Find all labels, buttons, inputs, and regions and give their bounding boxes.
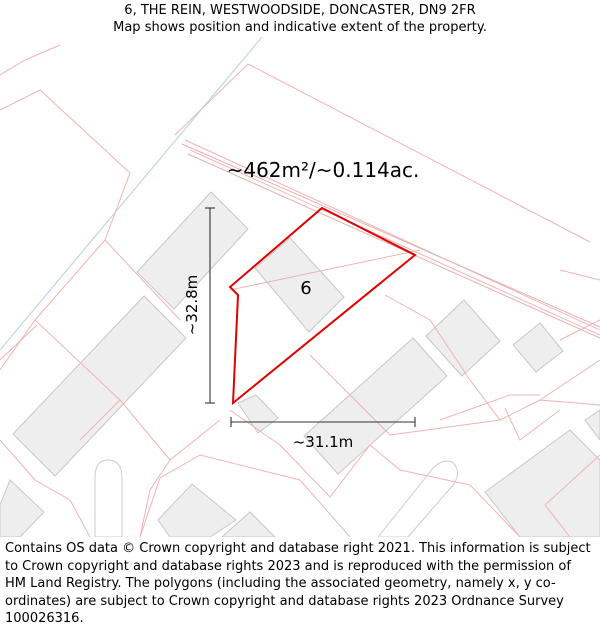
height-measure-label: ~32.8m: [183, 274, 201, 336]
width-measure-label: ~31.1m: [292, 433, 354, 451]
lane: [378, 461, 458, 537]
building: [238, 395, 278, 433]
watercourse-line: [0, 37, 262, 350]
building: [158, 484, 236, 537]
building: [0, 480, 44, 537]
building: [304, 338, 447, 474]
building: [13, 296, 186, 476]
property-address: 6, THE REIN, WESTWOODSIDE, DONCASTER, DN9 2FR: [124, 3, 476, 18]
building: [585, 410, 600, 440]
lane: [95, 460, 122, 537]
area-label: ~462m²/~0.114ac.: [226, 158, 420, 182]
building: [513, 323, 563, 372]
map-header: [0, 0, 600, 36]
roads-layer: [95, 460, 458, 537]
map-canvas[interactable]: [0, 37, 600, 537]
map-subtitle: Map shows position and indicative extent of the property.: [113, 20, 487, 35]
building: [485, 430, 600, 537]
plot-number-label: 6: [300, 278, 312, 299]
buildings-layer: [0, 192, 600, 537]
copyright-footer: Contains OS data © Crown copyright and database right 2021. This information is subject to Crown copyright and database rights 2023 and is reproduced with the permission of HM Land Registry. The polygons (including the associated geometry, namely x, y co-ordinates) are subject to Crown copyright and database rights 2023 Ordnance Survey 100026316.: [5, 541, 591, 626]
